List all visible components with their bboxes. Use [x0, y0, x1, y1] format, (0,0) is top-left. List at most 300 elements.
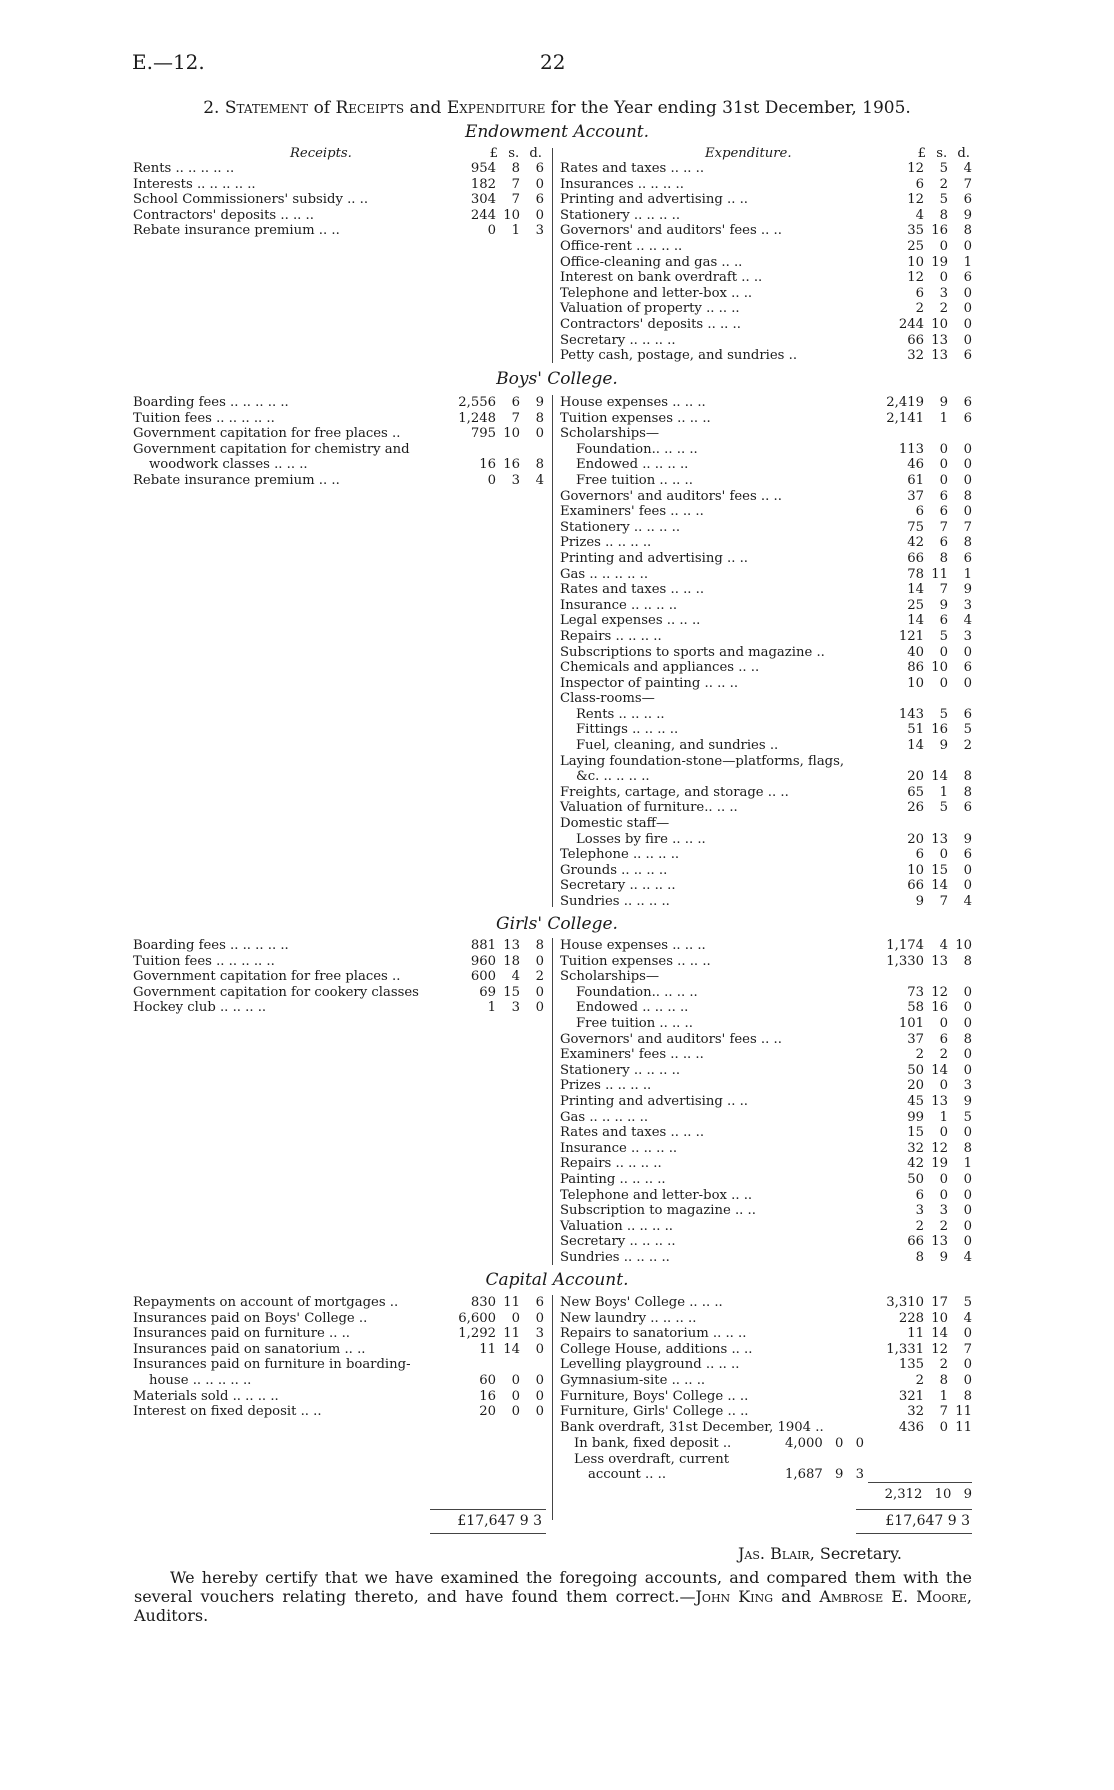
shillings: 12	[931, 1140, 948, 1156]
shillings: 6	[939, 504, 948, 520]
line-item-amount	[440, 192, 544, 208]
shillings: 11	[931, 566, 948, 582]
shillings: 6	[511, 395, 520, 410]
pence: 0	[963, 285, 972, 301]
pence: 1	[963, 566, 972, 582]
line-item-label: Examiners' fees .. .. ..	[560, 1047, 704, 1063]
statement-title	[0, 98, 1114, 118]
line-item-amount	[868, 863, 972, 879]
title-expenditure: Expenditure	[446, 98, 546, 118]
line-item-amount	[440, 938, 544, 954]
pence: 5	[963, 1295, 972, 1310]
pence: 0	[535, 1341, 544, 1357]
pounds: 20	[479, 1404, 496, 1420]
shillings: 0	[939, 1419, 948, 1435]
line-item-label: Insurances .. .. .. ..	[560, 176, 684, 192]
line-item-amount	[868, 691, 972, 707]
line-item-amount	[868, 754, 972, 770]
line-item-label: House expenses .. .. ..	[560, 395, 706, 410]
shillings: 0	[939, 1125, 948, 1141]
shillings: 3	[511, 472, 520, 488]
shillings: 0	[939, 270, 948, 286]
line-item-amount	[868, 1295, 972, 1311]
line-item-label: Rates and taxes .. .. ..	[560, 1125, 705, 1141]
pence: 0	[963, 862, 972, 878]
shillings: 5	[939, 161, 948, 176]
line-item-amount	[868, 177, 972, 193]
line-item-amount	[868, 1156, 972, 1172]
shillings: 1	[939, 1388, 948, 1404]
shillings: 7	[939, 519, 948, 535]
line-item-label: Class-rooms—	[560, 691, 655, 707]
pounds: 0	[487, 472, 496, 488]
pounds	[448, 1357, 496, 1373]
pence: 3	[963, 628, 972, 644]
line-item-label: Valuation of property .. .. ..	[560, 301, 740, 317]
line-item-label: Boarding fees .. .. .. .. ..	[133, 395, 289, 410]
shillings: 6	[939, 535, 948, 551]
line-item-amount	[868, 629, 972, 645]
line-item-label: Examiners' fees .. .. ..	[560, 504, 704, 520]
boys-receipts-amounts	[440, 395, 544, 489]
line-item-amount	[868, 208, 972, 224]
pounds: 12	[907, 161, 924, 176]
line-item-label: Repairs to sanatorium .. .. ..	[560, 1326, 747, 1342]
pounds: 46	[907, 457, 924, 473]
pounds: 1,292	[458, 1326, 496, 1342]
pounds: 954	[470, 161, 496, 176]
line-item-amount	[868, 1188, 972, 1204]
pounds: 121	[898, 628, 924, 644]
pence: 0	[535, 176, 544, 192]
line-item-label: Insurances paid on furniture .. ..	[133, 1326, 350, 1342]
line-item-amount	[868, 1032, 972, 1048]
boys-receipts-labels	[133, 395, 410, 489]
line-item-label: Fuel, cleaning, and sundries ..	[576, 738, 779, 754]
pence: 0	[535, 207, 544, 223]
line-item-label: Gas .. .. .. .. ..	[560, 1109, 649, 1125]
line-item-amount	[868, 676, 972, 692]
pounds: 2,141	[886, 410, 924, 426]
document-reference: E.—12.	[132, 50, 205, 74]
pence	[520, 442, 544, 458]
pounds: 2	[915, 1047, 924, 1063]
pounds: 2	[915, 1218, 924, 1234]
pounds: 304	[470, 192, 496, 208]
receipts-total-rule-top	[430, 1509, 546, 1510]
line-item-label: Inspector of painting .. .. ..	[560, 675, 739, 691]
girls-expenditure-amounts	[868, 938, 972, 1265]
pounds: 60	[479, 1372, 496, 1388]
divider-girls	[552, 938, 553, 1265]
line-item-label: Gas .. .. .. .. ..	[560, 566, 649, 582]
line-item-label: Government capitation for free places ..	[133, 969, 401, 985]
line-item-label: Repayments on account of mortgages ..	[133, 1295, 399, 1310]
line-item-amount	[868, 270, 972, 286]
shillings: 16	[503, 457, 520, 473]
pence: 0	[963, 1047, 972, 1063]
line-item-label: Sundries .. .. .. ..	[560, 894, 670, 909]
line-item-label: Rebate insurance premium .. ..	[133, 472, 340, 488]
pounds	[876, 816, 924, 832]
pounds: 11	[907, 1326, 924, 1342]
endowment-receipts-amounts	[440, 161, 544, 239]
line-item-label: Endowed .. .. .. ..	[576, 457, 689, 473]
shillings: 7	[939, 894, 948, 909]
endowment-receipts-labels	[133, 161, 368, 239]
pounds: 16	[479, 1388, 496, 1404]
pounds	[876, 969, 924, 985]
line-item-amount	[440, 1373, 544, 1389]
shillings: 0	[939, 457, 948, 473]
shillings: 13	[503, 938, 520, 953]
line-item-amount	[868, 707, 972, 723]
shillings: 2	[939, 1047, 948, 1063]
line-item-label: Rents .. .. .. ..	[576, 706, 665, 722]
pence: 3	[963, 1078, 972, 1094]
pounds: 10	[907, 254, 924, 270]
pounds: 2	[915, 1372, 924, 1388]
line-item-amount	[868, 1373, 972, 1389]
line-item-amount	[868, 800, 972, 816]
line-item-amount	[868, 1141, 972, 1157]
shillings: 5	[939, 192, 948, 208]
divider-boys	[552, 395, 553, 907]
line-item-label: Secretary .. .. .. ..	[560, 878, 676, 894]
line-item-label: Sundries .. .. .. ..	[560, 1249, 670, 1265]
line-item-amount	[440, 442, 544, 458]
shillings: 0	[511, 1404, 520, 1420]
shillings	[924, 691, 948, 707]
shillings: 5	[939, 800, 948, 816]
pence: 0	[963, 1234, 972, 1250]
pounds: 244	[470, 207, 496, 223]
shillings: 0	[939, 441, 948, 457]
pounds: 37	[907, 488, 924, 504]
shillings: 15	[931, 862, 948, 878]
shillings: 13	[931, 332, 948, 348]
pence: 8	[963, 1140, 972, 1156]
line-item-label: Freights, cartage, and storage .. ..	[560, 784, 789, 800]
line-item-label: Office-cleaning and gas .. ..	[560, 254, 743, 270]
pence: 8	[535, 457, 544, 473]
pence: 4	[963, 894, 972, 909]
pence	[948, 426, 972, 442]
shillings: 11	[503, 1326, 520, 1342]
line-item-label: Government capitation for cookery classes	[133, 984, 419, 1000]
line-item-label: Scholarships—	[560, 426, 660, 442]
line-item-amount	[868, 722, 972, 738]
line-item-amount	[868, 613, 972, 629]
line-item-amount	[440, 473, 544, 489]
pounds: 99	[907, 1109, 924, 1125]
shillings: 9	[939, 597, 948, 613]
line-item-amount	[440, 395, 544, 411]
line-item-label: Rates and taxes .. .. ..	[560, 582, 705, 598]
pounds: 86	[907, 660, 924, 676]
title-of: of	[313, 98, 331, 118]
shillings: 8	[939, 550, 948, 566]
line-item-amount	[440, 1404, 544, 1420]
pounds: 795	[470, 426, 496, 442]
shillings: 0	[939, 847, 948, 863]
line-item-amount	[440, 161, 544, 177]
line-item-amount	[440, 177, 544, 193]
line-item-label: Grounds .. .. .. ..	[560, 862, 668, 878]
line-item-label: Governors' and auditors' fees .. ..	[560, 488, 782, 504]
receipts-grand-total: £17,647 9 3	[457, 1513, 542, 1529]
line-item-label: Stationery .. .. .. ..	[560, 207, 681, 223]
girls-expenditure-labels	[560, 938, 782, 1265]
line-item-amount	[868, 1110, 972, 1126]
pence: 6	[963, 395, 972, 410]
shillings: 1	[939, 1109, 948, 1125]
capital-heading: Capital Account.	[485, 1270, 629, 1290]
pence: 6	[963, 847, 972, 863]
expenditure-total-rule-top	[856, 1509, 972, 1510]
pounds: 1,331	[886, 1341, 924, 1357]
pounds: 66	[907, 1234, 924, 1250]
pounds: 143	[898, 706, 924, 722]
pence: 0	[963, 457, 972, 473]
pence: 0	[963, 238, 972, 254]
pounds: 14	[907, 582, 924, 598]
shillings: 15	[503, 984, 520, 1000]
shillings: 10	[931, 1310, 948, 1326]
pounds: 11	[479, 1341, 496, 1357]
line-item-label: Boarding fees .. .. .. .. ..	[133, 938, 289, 953]
line-item-amount	[868, 1219, 972, 1235]
pence: 0	[535, 426, 544, 442]
pence: 0	[963, 472, 972, 488]
pounds: 14	[907, 738, 924, 754]
line-item-label: Scholarships—	[560, 969, 660, 985]
pence: 9	[963, 1093, 972, 1109]
pence: 4	[963, 1249, 972, 1265]
shillings: 7	[939, 582, 948, 598]
pounds: 1,248	[458, 410, 496, 426]
line-item-amount	[868, 954, 972, 970]
shillings: 2	[939, 176, 948, 192]
pence: 8	[963, 488, 972, 504]
pence: 0	[963, 1015, 972, 1031]
pence	[948, 816, 972, 832]
line-item-label: Furniture, Boys' College .. ..	[560, 1388, 749, 1404]
shillings: 0	[939, 472, 948, 488]
line-item-label: Secretary .. .. .. ..	[560, 332, 676, 348]
line-item-label: Subscription to magazine .. ..	[560, 1203, 756, 1219]
pence: 6	[963, 800, 972, 816]
pence: 6	[963, 192, 972, 208]
pounds: 51	[907, 722, 924, 738]
line-item-amount	[440, 1311, 544, 1327]
pounds: 960	[470, 953, 496, 969]
line-item-amount	[868, 473, 972, 489]
pounds: 50	[907, 1062, 924, 1078]
shillings: 14	[503, 1341, 520, 1357]
shillings: 4	[511, 969, 520, 985]
line-item-label: Tuition fees .. .. .. .. ..	[133, 410, 275, 426]
pence: 0	[535, 984, 544, 1000]
shillings: 0	[939, 238, 948, 254]
shillings: 13	[931, 1093, 948, 1109]
pence: 0	[963, 675, 972, 691]
line-item-amount	[868, 1172, 972, 1188]
pounds: 244	[898, 316, 924, 332]
pence: 5	[963, 1109, 972, 1125]
pounds: 321	[898, 1388, 924, 1404]
line-item-amount	[868, 551, 972, 567]
pence: 7	[963, 176, 972, 192]
pence: 6	[963, 410, 972, 426]
line-item-amount	[868, 457, 972, 473]
shillings: 1	[939, 410, 948, 426]
pounds: 2,419	[886, 395, 924, 410]
shillings: 7	[511, 192, 520, 208]
title-number: 2.	[203, 98, 220, 118]
line-item-label: House expenses .. .. ..	[560, 938, 706, 953]
line-item-amount	[868, 985, 972, 1001]
pence: 0	[963, 1203, 972, 1219]
shillings: 18	[503, 953, 520, 969]
line-item-amount	[868, 878, 972, 894]
pence: 6	[963, 550, 972, 566]
line-item-amount	[868, 598, 972, 614]
pounds: 26	[907, 800, 924, 816]
pence: 11	[955, 1404, 972, 1420]
line-item-label: Telephone and letter-box .. ..	[560, 1187, 753, 1203]
shillings: 12	[931, 984, 948, 1000]
endowment-expenditure-amounts	[868, 161, 972, 364]
receipts-column-heading: Receipts.	[290, 146, 352, 161]
pence: 0	[963, 504, 972, 520]
pence: 5	[963, 722, 972, 738]
pounds: 6	[915, 847, 924, 863]
pounds: 58	[907, 1000, 924, 1016]
line-item-label: Endowed .. .. .. ..	[576, 1000, 689, 1016]
shillings: 13	[931, 1234, 948, 1250]
shillings: 16	[931, 1000, 948, 1016]
shillings: 16	[931, 223, 948, 239]
pounds: 42	[907, 535, 924, 551]
shillings	[924, 969, 948, 985]
line-item-amount	[868, 1404, 972, 1420]
pounds: 20	[907, 1078, 924, 1094]
bank-overdraft-amount: 1,687 9 3	[785, 1467, 864, 1482]
pounds: 9	[915, 894, 924, 909]
line-item-label: Petty cash, postage, and sundries ..	[560, 348, 798, 364]
pounds: 32	[907, 1404, 924, 1420]
line-item-label: Tuition expenses .. .. ..	[560, 410, 711, 426]
shillings: 0	[939, 1078, 948, 1094]
pounds: 6	[915, 285, 924, 301]
line-item-amount	[868, 1389, 972, 1405]
shillings: 2	[939, 1218, 948, 1234]
title-statement: Statement	[224, 98, 309, 118]
pence: 0	[535, 1000, 544, 1016]
pounds: 830	[470, 1295, 496, 1310]
pence: 9	[963, 831, 972, 847]
line-item-amount	[868, 847, 972, 863]
line-item-amount	[868, 442, 972, 458]
pounds: 25	[907, 597, 924, 613]
line-item-label: Printing and advertising .. ..	[560, 1093, 748, 1109]
pence: 3	[963, 597, 972, 613]
line-item-label: Chemicals and appliances .. ..	[560, 660, 760, 676]
pounds: 0	[487, 223, 496, 239]
shillings	[924, 816, 948, 832]
pounds: 66	[907, 332, 924, 348]
line-item-label: Foundation.. .. .. ..	[576, 441, 698, 457]
line-item-amount	[440, 1326, 544, 1342]
pounds: 4	[915, 207, 924, 223]
pence: 0	[963, 1000, 972, 1016]
shillings: 0	[511, 1310, 520, 1326]
pence: 2	[963, 738, 972, 754]
pence: 9	[963, 582, 972, 598]
divider-endowment	[552, 148, 553, 363]
shillings: 13	[931, 831, 948, 847]
shillings: 1	[939, 784, 948, 800]
boys-expenditure-amounts	[868, 395, 972, 910]
shillings: 3	[939, 285, 948, 301]
pence: 0	[963, 1187, 972, 1203]
line-item-amount	[868, 317, 972, 333]
pence: 8	[963, 223, 972, 239]
secretary-signature	[738, 1544, 902, 1563]
pence: 8	[535, 938, 544, 953]
shillings: 0	[511, 1372, 520, 1388]
line-item-label: Stationery .. .. .. ..	[560, 519, 681, 535]
pounds: 600	[470, 969, 496, 985]
shillings: 8	[939, 207, 948, 223]
line-item-amount	[868, 286, 972, 302]
shillings: 10	[503, 207, 520, 223]
line-item-amount	[868, 1326, 972, 1342]
line-item-label: College House, additions .. ..	[560, 1341, 753, 1357]
line-item-label: Insurance .. .. .. ..	[560, 1140, 678, 1156]
shillings: 0	[939, 1015, 948, 1031]
pounds: 10	[907, 675, 924, 691]
line-item-amount	[868, 1420, 972, 1436]
line-item-label: Printing and advertising .. ..	[560, 550, 748, 566]
line-item-label: woodwork classes .. .. ..	[149, 457, 308, 473]
line-item-amount	[868, 1203, 972, 1219]
line-item-amount	[868, 582, 972, 598]
line-item-amount	[868, 223, 972, 239]
expenditure-total-rule-bottom	[856, 1533, 972, 1534]
shillings: 13	[931, 953, 948, 969]
shillings: 5	[939, 706, 948, 722]
line-item-amount	[868, 1000, 972, 1016]
shillings	[924, 426, 948, 442]
line-item-label: Secretary .. .. .. ..	[560, 1234, 676, 1250]
pounds: 45	[907, 1093, 924, 1109]
pence: 6	[535, 1295, 544, 1310]
expenditure-grand-total: £17,647 9 3	[885, 1513, 970, 1529]
line-item-label: Free tuition .. .. ..	[576, 472, 693, 488]
pence: 6	[535, 192, 544, 208]
pence: 2	[535, 969, 544, 985]
pounds: 32	[907, 348, 924, 364]
pence: 6	[963, 706, 972, 722]
shillings: 2	[939, 301, 948, 317]
line-item-amount	[868, 832, 972, 848]
pounds: 1	[487, 1000, 496, 1016]
boys-expenditure-labels	[560, 395, 844, 910]
line-item-label: Repairs .. .. .. ..	[560, 1156, 662, 1172]
capital-bank-labels	[558, 1436, 731, 1483]
